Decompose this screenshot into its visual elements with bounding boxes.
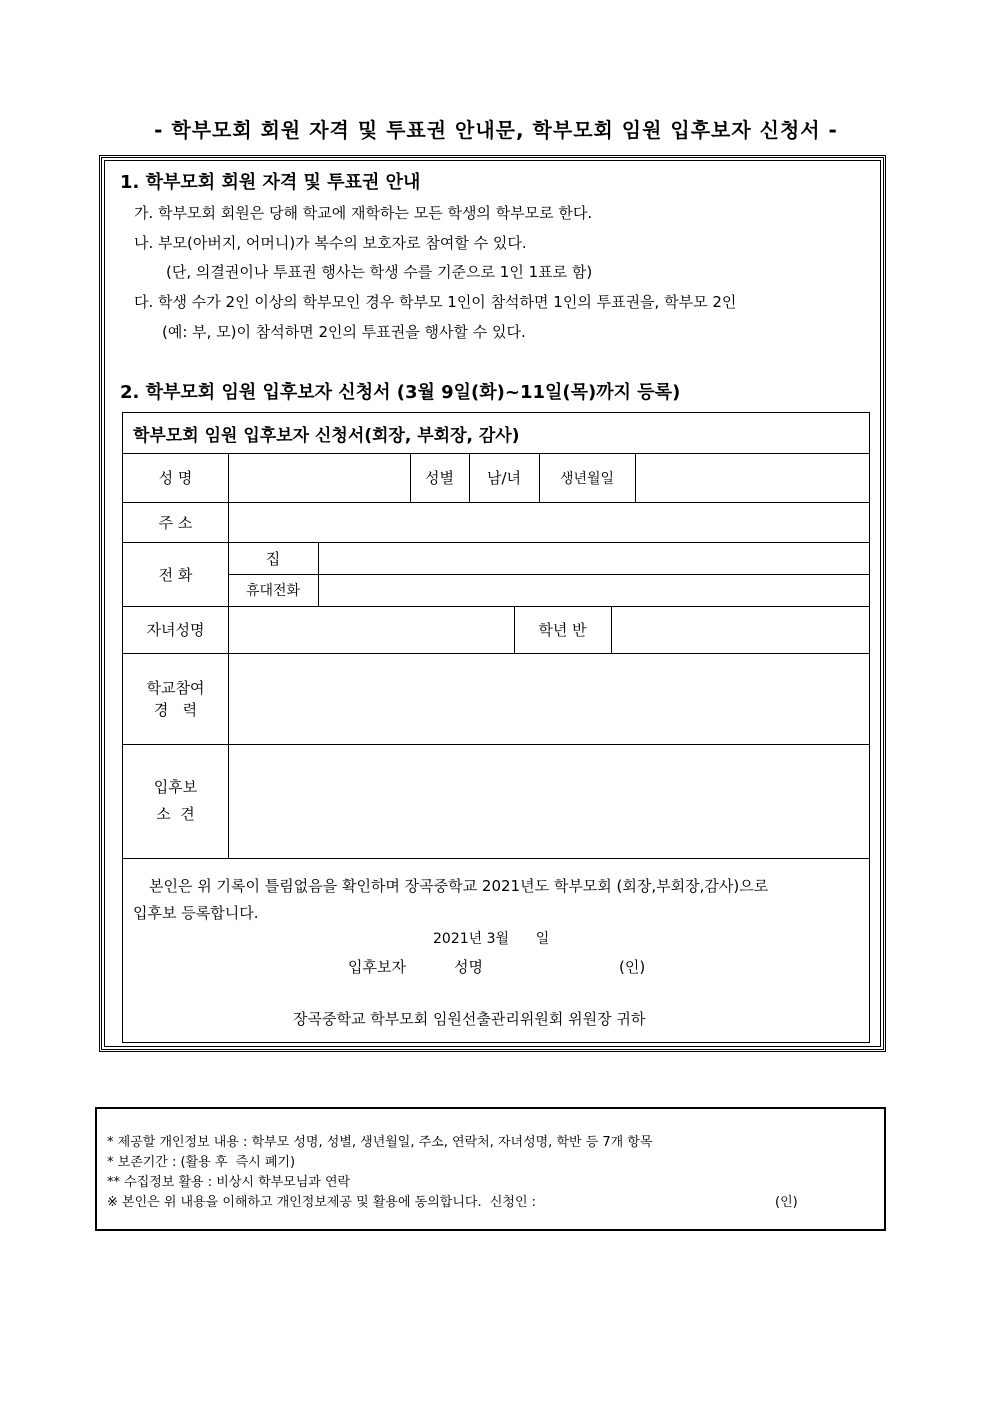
child-name-label: 자녀성명 <box>146 621 205 639</box>
mobile-phone-field[interactable] <box>318 574 869 606</box>
name-label: 성 명 <box>158 469 193 487</box>
signature-name-label: 성명 <box>454 958 483 976</box>
seal-mark: (인) <box>619 958 646 976</box>
addressee: 장곡중학교 학부모회 임원선출관리위원회 위원장 귀하 <box>293 1010 646 1028</box>
gender-value[interactable]: 남/녀 <box>486 469 522 487</box>
privacy-line-consent: ※ 본인은 위 내용을 이해하고 개인정보제공 및 활용에 동의합니다. 신청인 : <box>107 1195 537 1210</box>
gender-label: 성별 <box>425 469 454 487</box>
section1-line-na-note: (단, 의결권이나 투표권 행사는 학생 수를 기준으로 1인 1표로 함) <box>166 263 593 281</box>
home-phone-field[interactable] <box>318 542 869 574</box>
form-title: 학부모회 임원 입후보자 신청서(회장, 부회장, 감사) <box>133 425 520 446</box>
privacy-consent-box <box>95 1107 886 1231</box>
mobile-phone-label: 휴대전화 <box>245 583 301 599</box>
birth-label: 생년월일 <box>559 470 615 487</box>
career-label-line2: 경 력 <box>153 700 198 719</box>
grade-class-label: 학년 반 <box>538 621 587 639</box>
name-field[interactable] <box>228 453 410 502</box>
section1-line-da: 다. 학생 수가 2인 이상의 학부모인 경우 학부모 1인이 참석하면 1인의 투표권을, 학부모 2인 <box>134 293 737 311</box>
opinion-label <box>123 744 228 858</box>
section1-line-da-cont: (예: 부, 모)이 참석하면 2인의 투표권을 행사할 수 있다. <box>162 323 526 341</box>
candidate-label: 입후보자 <box>348 958 406 976</box>
career-label <box>123 653 228 744</box>
address-label: 주 소 <box>158 513 193 532</box>
career-field[interactable] <box>228 653 869 744</box>
section1-line-ga: 가. 학부모회 회원은 당해 학교에 재학하는 모든 학생의 학부모로 한다. <box>134 204 593 222</box>
section1-line-na: 나. 부모(아버지, 어머니)가 복수의 보호자로 참여할 수 있다. <box>134 234 527 252</box>
opinion-label-line2: 소 견 <box>156 805 195 823</box>
grade-class-field[interactable] <box>611 606 869 653</box>
declaration-line2: 입후보 등록합니다. <box>133 904 259 922</box>
section1-heading: 1. 학부모회 회원 자격 및 투표권 안내 <box>120 172 421 193</box>
privacy-seal-mark: (인) <box>775 1195 798 1210</box>
privacy-line-usage: ** 수집정보 활용 : 비상시 학부모님과 연락 <box>107 1175 351 1190</box>
birth-field[interactable] <box>635 453 869 502</box>
privacy-line-items: * 제공할 개인정보 내용 : 학부모 성명, 성별, 생년월일, 주소, 연락처, 자녀성명, 학반 등 7개 항목 <box>107 1135 653 1150</box>
career-label-line1: 학교참여 <box>146 678 205 697</box>
declaration-line1: 본인은 위 기록이 틀림없음을 확인하며 장곡중학교 2021년도 학부모회 (회장,부회장,감사)으로 <box>149 877 769 895</box>
application-form <box>122 412 870 1043</box>
phone-label: 전 화 <box>158 565 193 584</box>
home-phone-label: 집 <box>265 549 281 568</box>
privacy-line-retention: * 보존기간 : (활용 후 즉시 폐기) <box>107 1155 296 1170</box>
document-title: - 학부모회 회원 자격 및 투표권 안내문, 학부모회 임원 입후보자 신청서 - <box>154 118 838 142</box>
opinion-label-line1: 입후보 <box>153 778 198 796</box>
section2-heading: 2. 학부모회 임원 입후보자 신청서 (3월 9일(화)~11일(목)까지 등록) <box>120 382 681 403</box>
opinion-field[interactable] <box>228 744 869 858</box>
child-name-field[interactable] <box>228 606 514 653</box>
address-field[interactable] <box>228 502 869 542</box>
date-text: 2021년 3월 일 <box>433 931 550 947</box>
